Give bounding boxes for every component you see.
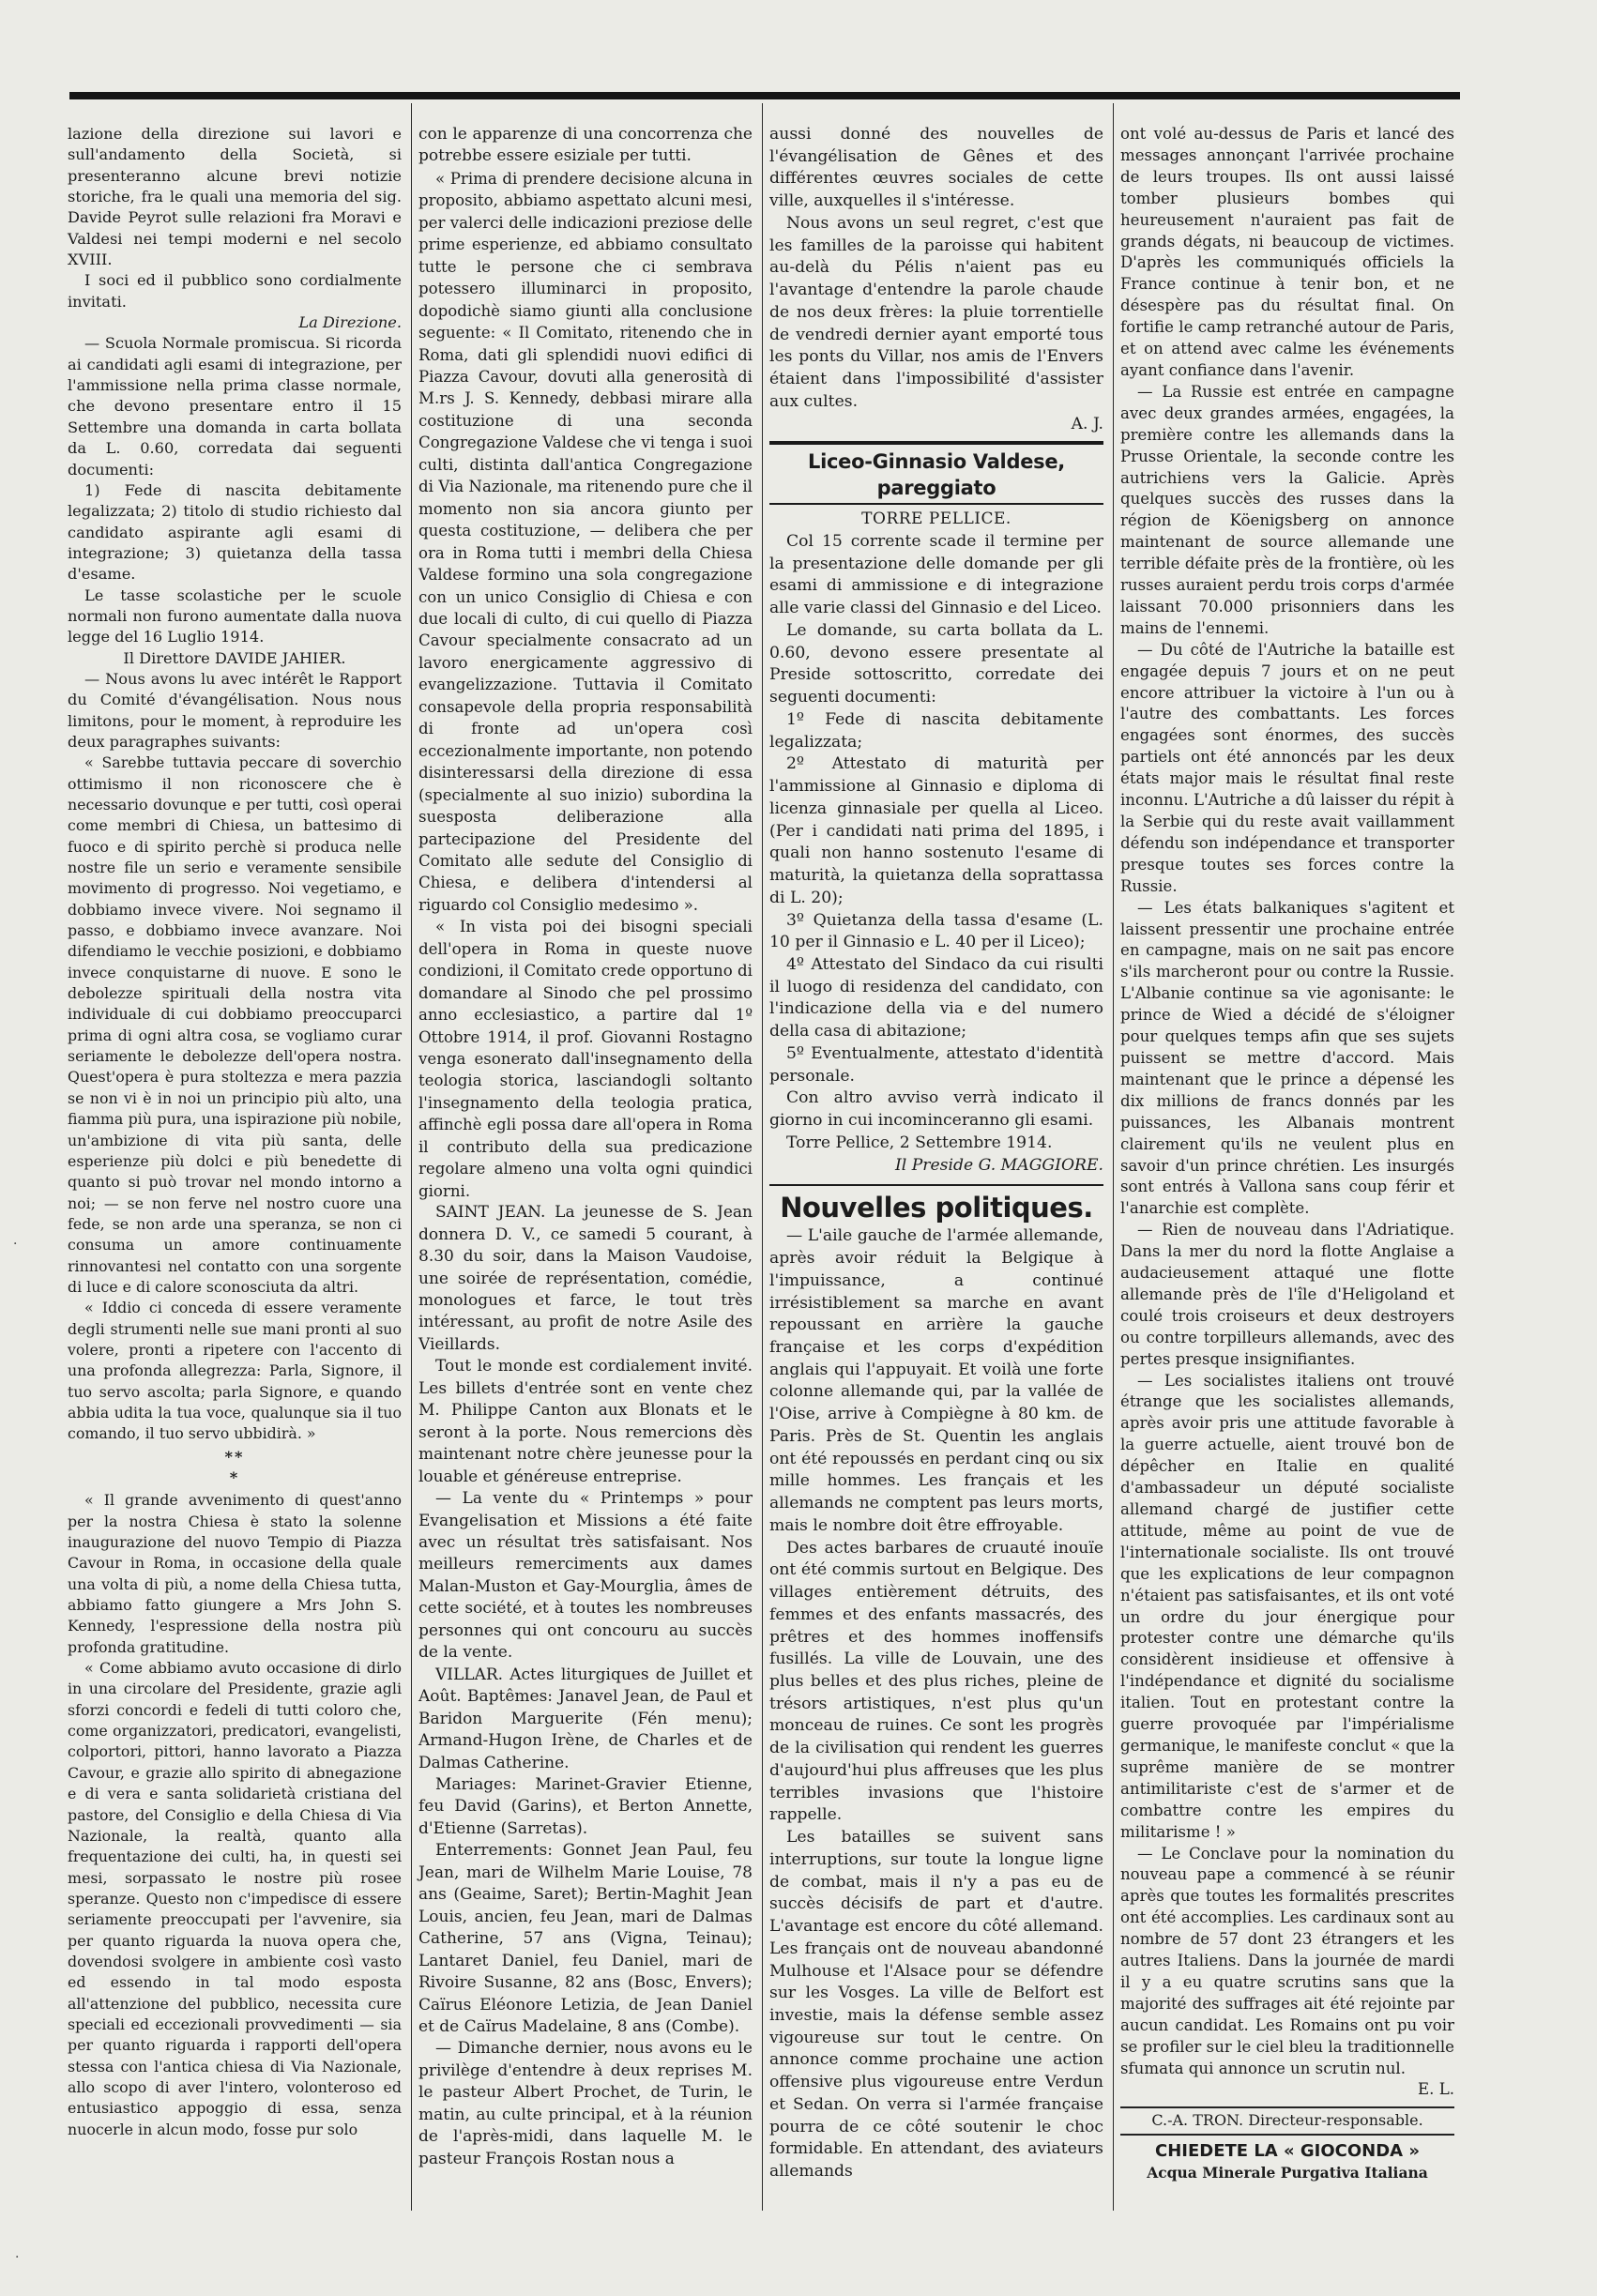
paragraph-stars: ** * (224, 1447, 245, 1486)
paragraph-ind: — Du côté de l'Autriche la bataille est engagée depuis 7 jours et on ne peut encore attribuer la victoire à l'un ou à l'autre des combattants. Les forces engagées sont énormes, des succès partiels ont été annoncés par les deux états major mais le résultat final reste inconnu. L'Autriche a dû laisser du répit à la Serbie qui du reste avait vaillamment défendu son indépendance et transporter presque toutes ses forces contre la Russie. (1120, 640, 1454, 895)
paragraph-quote: « Prima di prendere decisione alcuna in proposito, abbiamo aspettato alcuni mesi, per valerci delle indicazioni preziose delle prime esperienze, ed abbiamo consultato tutte le persone che ci sembrava potessero illuminarci in proposito, dopodichè siamo giunti alla conclusione seguente: « Il Comitato, ritenendo che in Roma, dati gli splendidi nuovi edifici di Piazza Cavour, dovuti alla generosità di M.rs J. S. Kennedy, debbasi mirare alla costituzione di una seconda Congregazione Valdese che vi tenga i suoi culti, distinta dall'antica Congregazione di Via Nazionale, ma ritenendo pure che il momento non sia ancora giunto per questa costituzione, — delibera che per ora in Roma tutti i membri della Chiesa Valdese formino una sola congregazione con un unico Consiglio di Chiesa e con due locali di culto, di cui quello di Piazza Cavour specialmente consacrato ad un lavoro energicamente aggressivo di evangelizzazione. Tuttavia il Comitato consapevole della propria responsabilità di fronte ad un'opera così eccezionalmente importante, non potendo disinteressarsi della direzione di essa (specialmente al suo inizio) subordina la suesposta deliberazione alla partecipazione del Presidente del Comitato alle sedute del Consiglio di Chiesa, e delibera d'intendersi al riguardo col Consiglio medesimo ». (418, 169, 753, 914)
paragraph-ind: — Dimanche dernier, nous avons eu le privilège d'entendre à deux reprises M. le pasteur Albert Prochet, de Turin, le matin, au culte principal, et à la réunion de l'après-midi, dans laquelle M. le pasteur François Rostan nous a (418, 2039, 753, 2168)
paragraph-ind: — Les états balkaniques s'agitent et laissent pressentir une prochaine entrée en campagne, mais on ne sait pas encore s'ils marcheront pour ou contre la Russie. L'Albanie continue sa vie agonisante: le prince de Wied a décidé de s'éloigner pour quelques temps afin que ses sujets puissent se mettre d'accord. Mais maintenant que le prince a dépensé les dix millions de francs donnés par les puissances, les Albanais montrent clairement qu'ils ne veulent plus en savoir d'un prince chrétien. Les insurgés sont entrés à Vallona sans coup férir et l'anarchie est complète. (1120, 898, 1454, 1218)
paragraph-ind: Tout le monde est cordialement invité. Les billets d'entrée sont en vente chez M. Philippe Canton aux Blonats et le seront à la porte. Nous remercions dès maintenant notre chère jeunesse pour la louable et généreuse entreprise. (418, 1357, 753, 1486)
column-divider (411, 103, 412, 2211)
paragraph-ind: Col 15 corrente scade il termine per la presentazione delle domande per gli esami di ammissione e di integrazione alle varie classi del Ginnasio e del Liceo. (769, 532, 1103, 618)
section-separator (769, 1184, 1103, 1186)
paragraph-ind: — La Russie est entrée en campagne avec deux grandes armées, engagées, la première contre les allemands dans la Prusse Orientale, la seconde contre les autrichiens vers la Galicie. Après quelques succès des russes dans la région de Köenigsberg on annonce maintenant de source allemande une terrible défaite près de la frontière, où les russes auraient perdu trois corps d'armée laissant 70.000 prisonniers dans les mains de l'ennemi. (1120, 382, 1454, 637)
paragraph-body: ont volé au-dessus de Paris et lancé des messages annonçant l'arrivée prochaine de leurs troupes. Ils ont aussi laissé tomber plusieurs bombes qui heureusement n'auraient pas fait de grands dégats, ni beaucoup de victimes. D'après les communiqués officiels la France continue à tenir bon, et ne désespère pas du résultat final. On fortifie le camp retranché autour de Paris, et on attend avec calme les événements ayant confiance dans l'avenir. (1120, 125, 1454, 379)
paragraph-body: lazione della direzione sui lavori e sull'andamento della Società, si presenteranno alcune brevi notizie storiche, fra le quali una memoria del sig. Davide Peyrot sulle relazioni fra Moravi e Valdesi nei tempi moderni e nel secolo XVIII. (68, 125, 402, 269)
paragraph-ind: Con altro avviso verrà indicato il giorno in cui incominceranno gli esami. (769, 1088, 1103, 1131)
top-rule (69, 92, 1460, 99)
column-divider (762, 103, 763, 2211)
column-divider (1113, 103, 1114, 2211)
paragraph-ind: — Le Conclave pour la nomination du nouveau pape a commencé à se réunir après que toutes les formalités prescrites ont été accomplies. Les cardinaux sont au nombre de 57 dont 23 étrangers et les autres Italiens. Dans la journée de mardi il y a eu quatre scrutins sans que la majorité des suffrages ait été rejointe par aucun candidat. Les Romains ont pu voir se profiler sur le ciel bleu la traditionnelle sfumata qui annonce un scrutin nul. (1120, 1844, 1454, 2077)
paragraph-ind: Le domande, su carta bollata da L. 0.60, devono essere presentate al Preside sottoscritto, corredate dei seguenti documenti: (769, 620, 1103, 707)
paragraph-body: con le apparenze di una concorrenza che potrebbe essere esiziale per tutti. (418, 125, 753, 166)
paragraph-ind: 5º Eventualmente, attestato d'identità personale. (769, 1043, 1103, 1086)
paragraph-ind: — Rien de nouveau dans l'Adriatique. Dans la mer du nord la flotte Anglaise a audacieusement attaqué une flotte allemande près de l'île d'Heligoland et coulé trois croiseurs et deux destroyers ou contre torpilleurs allemands, avec des pertes presque insignifiantes. (1120, 1221, 1454, 1368)
paragraph-ind: VILLAR. Actes liturgiques de Juillet et Août. Baptêmes: Janavel Jean, de Paul et Baridon Marguerite (Fén menu); Armand-Hugon Irène, de Charles et de Dalmas Catherine. (418, 1665, 753, 1772)
paragraph-ind: — Scuola Normale promiscua. Si ricorda ai candidati agli esami di integrazione, per l'ammissione nella prima classe normale, che devono presentare entro il 15 Settembre una domanda in carta bollata da L. 0.60, corredata dai seguenti documenti: (68, 334, 402, 479)
column-2 (418, 124, 753, 2170)
paragraph-center: Il Direttore DAVIDE JAHIER. (123, 648, 346, 667)
paragraph-adsub: Acqua Minerale Purgativa Italiana (1147, 2164, 1428, 2182)
paragraph-subline: TORRE PELLICE. (861, 509, 1011, 529)
paragraph-quote: « Il grande avvenimento di quest'anno per la nostra Chiesa è stato la solenne inaugurazione del nuovo Tempio di Piazza Cavour in Roma, in occasione della quale una volta di più, a nome della Chiesa tutta, abbiamo fatto giungere a Mrs John S. Kennedy, l'espressione della nostra più profonda gratitudine. (68, 1491, 402, 1656)
paragraph-ind: — La vente du « Printemps » pour Evangelisation et Missions a été faite avec un résultat très satisfaisant. Nos meilleurs remerciments aux dames Malan-Muston et Gay-Mourglia, âmes de cette société, et à toutes les nombreuses personnes qui ont concouru au succès de la vente. (418, 1489, 753, 1663)
paragraph-ind: 2º Attestato di maturità per l'ammissione al Ginnasio e diploma di licenza ginnasiale per quella al Liceo. (Per i candidati nati prima del 1895, i quali non hanno sostenuto l'esame di maturità, la quietanza della soprattassa di L. 20); (769, 754, 1103, 907)
paragraph-ind: 1º Fede di nascita debitamente legalizzata; (769, 709, 1103, 752)
paragraph-ind: Le tasse scolastiche per le scuole normali non furono aumentate dalla nuova legge del 16 Luglio 1914. (68, 585, 402, 646)
margin-mark: · (15, 2250, 20, 2265)
paragraph-body: aussi donné des nouvelles de l'évangélisation de Gênes et des différentes œuvres sociales de cette ville, auxquelles il s'intéresse. (769, 125, 1103, 211)
paragraph-ind: Enterrements: Gonnet Jean Paul, feu Jean, mari de Wilhelm Marie Louise, 78 ans (Geaime, Saret); Bertin-Maghit Jean Louis, ancien, feu Jean, mari de Dalmas Catherine, 57 ans (Vigna, Teinau); Lantaret Daniel, feu Daniel, mari de Rivoire Susanne, 82 ans (Bosc, Envers); Caïrus Eléonore Letizia, de Jean Daniel et de Caïrus Madelaine, 8 ans (Combe). (418, 1841, 753, 2036)
column-1 (68, 124, 402, 2140)
paragraph-quote: « Come abbiamo avuto occasione di dirlo in una circolare del Presidente, grazie agli sforzi concordi e fedeli di tutti coloro che, come organizzatori, predicatori, evangelisti, colportori, pittori, hanno lavorato a Piazza Cavour, e grazie allo spirito di abnegazione e di vera e santa solidarietà cristiana del pastore, del Consiglio e della Chiesa di Via Nazionale, la realtà, quanto alla frequentazione dei culti, ha, in questi sei mesi, sorpassato le nostre più rosee speranze. Questo non c'impedisce di essere seriamente preoccupati per l'avvenire, sia per quanto riguarda la nuova opera che, dovendosi svolgere in ambiente così vasto ed essendo in tal modo esposta all'attenzione del pubblico, necessita cure speciali ed eccezionali provvedimenti — sia per quanto riguarda i rapporti dell'opera stessa con l'antica chiesa di Via Nazionale, allo scopo di aver l'intero, volonteroso ed entusiastico appoggio di essa, senza nuocerle in alcun modo, fosse pur solo (68, 1659, 402, 2138)
column-4 (1120, 124, 1454, 2184)
paragraph-quote: « Iddio ci conceda di essere veramente degli strumenti nelle sue mani pronti al suo volere, pronti a ripetere con l'accento di una profonda allegrezza: Parla, Signore, il tuo servo ascolta; parla Signore, e quando abbia udita la tua voce, qualunque sia il tuo comando, il tuo servo ubbidirà. » (68, 1299, 402, 1443)
column-3 (769, 124, 1103, 2183)
paragraph-ind: Torre Pellice, 2 Settembre 1914. (786, 1133, 1053, 1152)
paragraph-ind: Des actes barbares de cruauté inouïe ont été commis surtout en Belgique. Des villages entièrement détruits, des femmes et des enfants massacrés, des prêtres et des hommes inoffensifs fusillés. La ville de Louvain, une des plus belles et des plus riches, pleine de trésors artistiques, n'est plus qu'un monceau de ruines. Ce sont les progrès de la civilisation qui rendent les guerres d'aujourd'hui plus affreuses que les plus terribles invasions que l'histoire rappelle. (769, 1538, 1103, 1825)
paragraph-ind: SAINT JEAN. La jeunesse de S. Jean donnera D. V., ce samedi 5 courant, à 8.30 du soir, dans la Maison Vaudoise, une soirée de représentation, comédie, monologues et farce, le tout très intéressant, au profit de notre Asile des Vieillards. (418, 1203, 753, 1354)
paragraph-ind: 4º Attestato del Sindaco da cui risulti il luogo di residenza del candidato, con l'indicazione della via e del numero della casa di abitazione; (769, 954, 1103, 1042)
paragraph-ind: — L'aile gauche de l'armée allemande, après avoir réduit la Belgique à l'impuissance, a continué irrésistiblement sa marche en avant repoussant en arrière la gauche française et les corps d'expédition anglais qui l'appuyait. Et voilà une forte colonne allemande qui, par la vallée de l'Oise, arrive à Compiègne à 80 km. de Paris. Près de St. Quentin les anglais ont été repoussés en perdant cinq ou six mille hommes. Les français et les allemands ne comptent pas leurs morts, mais le nombre doit être effroyable. (769, 1226, 1103, 1535)
paragraph-ind: Mariages: Marinet-Gravier Etienne, feu David (Garins), et Berton Annette, d'Etienne (Sarretas). (418, 1774, 753, 1838)
paragraph-sig: Il Preside G. MAGGIORE. (894, 1155, 1103, 1175)
paragraph-ad: CHIEDETE LA « GIOCONDA » (1154, 2141, 1421, 2162)
margin-mark: · (13, 1237, 18, 1252)
paragraph-ind: — Nous avons lu avec intérêt le Rapport du Comité d'évangélisation. Nous nous limitons, pour le moment, à reproduire les deux paragraphes suivants: (68, 669, 402, 751)
newspaper-page (56, 90, 1460, 2211)
paragraph-quote: « Sarebbe tuttavia peccare di soverchio ottimismo il non riconoscere che è necessario dovunque e per tutti, così operai come membri di Chiesa, un battesimo di fuoco e di spirito perchè si produca nelle nostre file un serio e veramente sensibile movimento di progresso. Noi vegetiamo, e dobbiamo invece vivere. Noi segnamo il passo, e dobbiamo invece avanzare. Noi difendiamo le vecchie posizioni, e dobbiamo invece conquistarne di nuove. E sono le debolezze spirituali della nostra vita individuale di cui dobbiamo preoccuparci prima di ogni altra cosa, se vogliamo curar seriamente le debolezze dell'opera nostra. Quest'opera è pura stoltezza e mera pazzia se non vi è in noi un principio più alto, una fiamma più pura, una ispirazione più nobile, un'ambizione di vita più santa, delle esperienze più dolci e più benedette di quanto si può trovar nel mondo intorno a noi; — se non ferve nel nostro cuore una fede, se non arde una speranza, se non ci consuma un amore continuamente rinnovantesi nel contatto con una sorgente di luce e di calore sconosciuta da altri. (68, 753, 402, 1296)
section-heading-bar (769, 441, 1103, 505)
paragraph-right: A. J. (1071, 414, 1103, 433)
paragraph-ind: 3º Quietanza della tassa d'esame (L. 10 per il Ginnasio e L. 40 per il Liceo); (769, 910, 1103, 952)
paragraph-sig: La Direzione. (298, 313, 402, 332)
paragraph-right: E. L. (1418, 2080, 1454, 2099)
paragraph-ind: Nous avons un seul regret, c'est que les familles de la paroisse qui habitent au-delà du Pélis n'aient pas eu l'avantage d'entendre la parole chaude de nos deux frères: la pluie torrentielle de vendredi dernier ayant emporté tous les ponts du Villar, nos amis de l'Envers étaient dans l'impossibilité d'assister aux cultes. (769, 213, 1103, 411)
paragraph-bighead: Nouvelles politiques. (780, 1192, 1093, 1224)
paragraph-ind: I soci ed il pubblico sono cordialmente invitati. (68, 271, 402, 311)
paragraph-ind: 1) Fede di nascita debitamente legalizzata; 2) titolo di studio richiesto dal candidato aspirante agli esami di integrazione; 3) quietanza della tassa d'esame. (68, 480, 402, 584)
paragraph-credit: C.-A. TRON. Directeur-responsable. (1120, 2106, 1454, 2136)
paragraph-headbar: Liceo-Ginnasio Valdese, pareggiato (808, 450, 1065, 500)
paragraph-ind: Les batailles se suivent sans interruptions, sur toute la longue ligne de combat, mais il n'y a pas eu de succès décisifs de part et d'autre. L'avantage est encore du côté allemand. Les français ont de nouveau abandonné Mulhouse et l'Alsace pour se défendre sur les Vosges. La ville de Belfort est investie, mais la défense semble assez vigoureuse sur tout le centre. On annonce comme prochaine une action offensive plus vigoureuse entre Verdun et Sedan. On verra si l'armée française pourra de ce côté soutenir le choc formidable. En attendant, des aviateurs allemands (769, 1828, 1103, 2182)
paragraph-ind: — Les socialistes italiens ont trouvé étrange que les socialistes allemands, après avoir pris une attitude favorable à la guerre actuelle, aient trouvé bon de dépêcher en Italie en qualité d'ambassadeur un député socialiste allemand chargé de justifier cette attitude, même au point de vue de l'internationale socialiste. Ils ont trouvé que les explications de leur compagnon n'étaient pas satisfaisantes, et ils ont voté un ordre du jour énergique pour protester contre une démarche qu'ils considèrent insidieuse et offensive à l'indépendance et dignité du socialisme italien. Tout en protestant contre la guerre provoquée par l'impérialisme germanique, le manifeste conclut « que la suprême manière de se montrer antimilitariste c'est de s'armer et de combattre contre les empires du militarisme ! » (1120, 1371, 1454, 1841)
paragraph-quote: « In vista poi dei bisogni speciali dell'opera in Roma in queste nuove condizioni, il Comitato crede opportuno di domandare al Sinodo che pel prossimo anno ecclesiastico, a partire dal 1º Ottobre 1914, il prof. Giovanni Rostagno venga esonerato dall'insegnamento della teologia storica, lasciandogli soltanto l'insegnamento della teologia pratica, affinchè egli possa dare all'opera in Roma il contributo della sua predicazione regolare almeno una volta ogni quindici giorni. (418, 918, 753, 1200)
